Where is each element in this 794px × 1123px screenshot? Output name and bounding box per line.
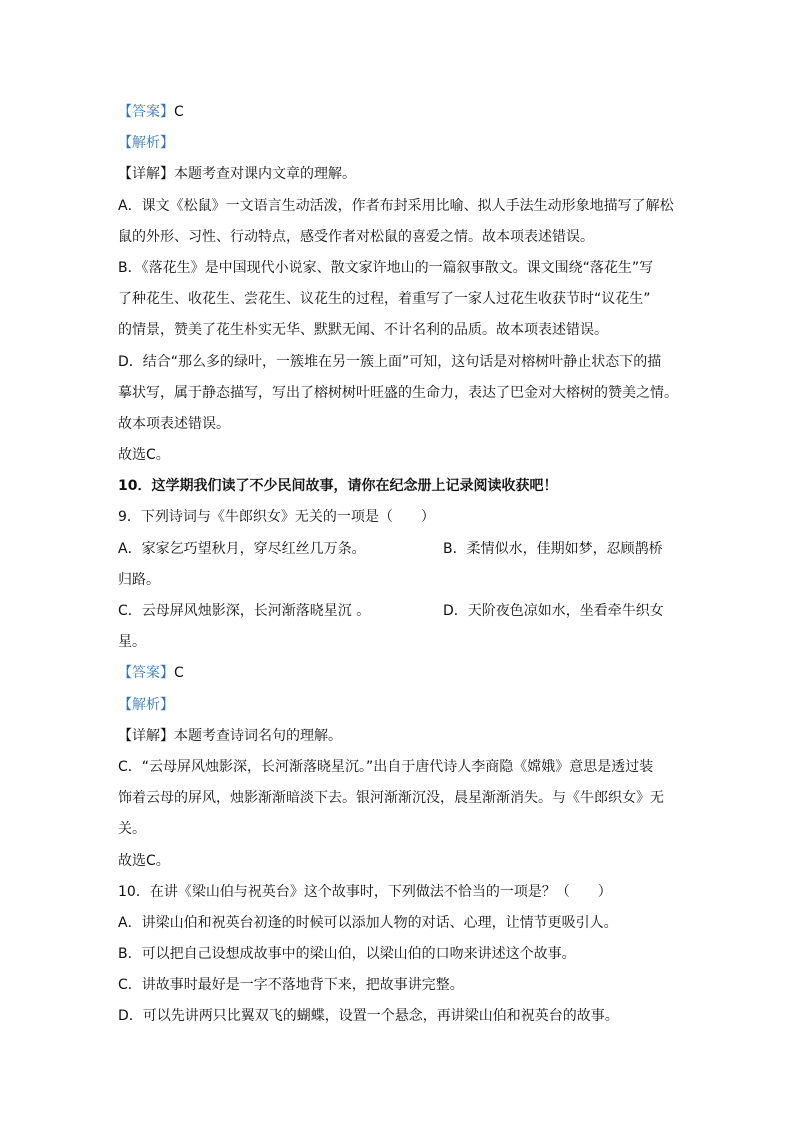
option-b: B．可以把自己设想成故事中的梁山伯，以梁山伯的口吻来讲述这个故事。: [118, 946, 576, 963]
answer-value: C: [174, 104, 184, 120]
analysis-label: 【解析】: [118, 135, 174, 152]
conclusion: 故选C。: [118, 852, 170, 869]
detail-line: [118, 159, 688, 190]
option-d-continued: 星。: [118, 634, 146, 651]
option-b: B．柔情似水，佳期如梦，忍顾鹊桥: [443, 540, 663, 557]
question-9-stem: 9．下列诗词与《牛郎织女》无关的一项是（ ）: [118, 509, 435, 526]
detail-text: D．结合“那么多的绿叶，一簇堆在另一簇上面”可知，这句话是对榕树叶静止状态下的描: [118, 353, 662, 370]
conclusion: 故选C。: [118, 447, 170, 464]
answer-label: 【答案】: [118, 665, 174, 682]
detail-text: 故本项表述错误。: [118, 415, 230, 432]
option-a: A．家家乞巧望秋月，穿尽红丝几万条。: [118, 540, 366, 557]
answer-line: [118, 97, 688, 128]
detail-text: 饰着云母的屏风，烛影渐渐暗淡下去。银河渐渐沉没，晨星渐渐消失。与《牛郎织女》无: [118, 790, 664, 807]
analysis-label: 【解析】: [118, 696, 174, 713]
detail-text: 关。: [118, 821, 146, 838]
option-a: A．讲梁山伯和祝英台初逢的时候可以添加人物的对话、心理，让情节更吸引人。: [118, 914, 618, 931]
detail-line: [118, 721, 688, 752]
option-d: D．可以先讲两只比翼双飞的蝴蝶，设置一个悬念，再讲梁山伯和祝英台的故事。: [118, 1008, 619, 1025]
options-row: [118, 534, 688, 565]
answer-line: [118, 658, 688, 689]
detail-label: 【详解】: [118, 727, 174, 744]
detail-label: 【详解】: [118, 166, 174, 183]
detail-text: 了种花生、收花生、尝花生、议花生的过程，着重写了一家人过花生收获节时“议花生”: [118, 291, 651, 308]
question-10-stem: 10．在讲《梁山伯与祝英台》这个故事时，下列做法不恰当的一项是？（ ）: [118, 883, 612, 900]
detail-text: A．课文《松鼠》一文语言生动活泼，作者布封采用比喻、拟人手法生动形象地描写了解松: [118, 197, 674, 214]
detail-text: 的情景，赞美了花生朴实无华、默默无闻、不计名利的品质。故本项表述错误。: [118, 322, 608, 339]
options-row: [118, 596, 688, 627]
section-heading: 10．这学期我们读了不少民间故事，请你在纪念册上记录阅读收获吧！: [118, 478, 558, 495]
option-c: C．讲故事时最好是一字不落地背下来，把故事讲完整。: [118, 977, 464, 994]
answer-value: C: [174, 665, 184, 682]
detail-text: C．“云母屏风烛影深，长河渐落晓星沉。”出自于唐代诗人李商隐《嫦娥》意思是透过装: [118, 758, 654, 775]
detail-intro: 本题考查对课内文章的理解。: [174, 166, 356, 183]
detail-text: 摹状写，属于静态描写，写出了榕树树叶旺盛的生命力，表达了巴金对大榕树的赞美之情。: [118, 384, 678, 401]
option-c: C．云母屏风烛影深，长河渐落晓星沉 。: [118, 603, 371, 619]
document-page: [118, 97, 688, 1033]
detail-text: 鼠的外形、习性、行动特点，感受作者对松鼠的喜爱之情。故本项表述错误。: [118, 228, 594, 245]
answer-label: 【答案】: [118, 104, 174, 120]
detail-text: B．《落花生》是中国现代小说家、散文家许地山的一篇叙事散文。课文围绕“落花生”写: [118, 259, 654, 276]
detail-intro: 本题考查诗词名句的理解。: [174, 727, 342, 744]
option-d: D．天阶夜色凉如水，坐看牵牛织女: [443, 603, 664, 619]
option-b-continued: 归路。: [118, 571, 160, 588]
